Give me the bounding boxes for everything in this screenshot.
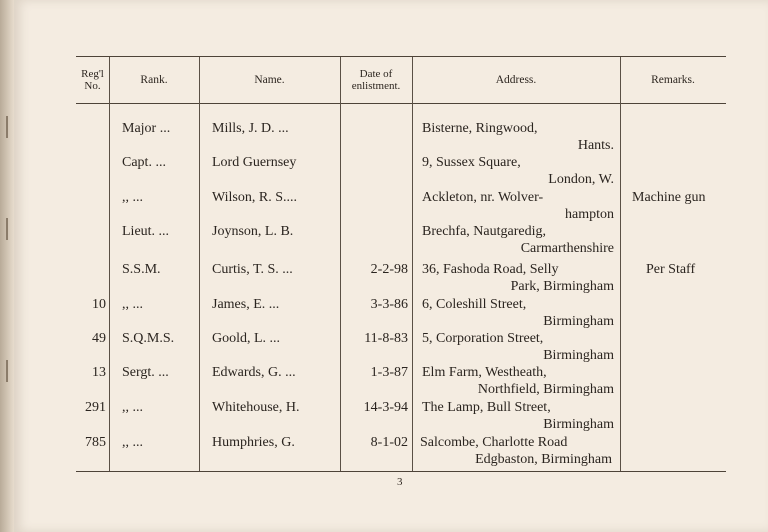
binding-mark (6, 360, 8, 382)
reg-number: 785 (85, 435, 106, 450)
column-divider (109, 57, 110, 471)
rank: Lieut. ... (122, 224, 170, 239)
name: Lord Guernsey (212, 155, 297, 170)
enlistment-date: 14-3-94 (363, 400, 408, 415)
remarks: Machine gun (632, 190, 706, 205)
enlistment-date: 2-2-98 (370, 262, 408, 277)
address: 36, Fashoda Road, Selly Park, Birmingham (422, 262, 614, 294)
rank: Sergt. ... (122, 365, 169, 380)
address-header: Address. (495, 73, 537, 86)
rank: ,, ... (122, 297, 143, 312)
reg-number: 291 (85, 400, 106, 415)
address: Salcombe, Charlotte Road Edgbaston, Birmingham (420, 435, 612, 467)
name-header: Name. (254, 73, 285, 86)
remarks-header: Remarks. (651, 73, 695, 86)
address: 5, Corporation Street, Birmingham (422, 331, 614, 363)
header-rule (76, 103, 726, 104)
roster-table (76, 56, 726, 472)
rank: ,, ... (122, 400, 143, 415)
rank: S.S.M. (122, 262, 161, 277)
reg-number: 49 (92, 331, 106, 346)
name: Humphries, G. (212, 435, 295, 450)
binding-mark (6, 116, 8, 138)
address: Elm Farm, Westheath, Northfield, Birmingham (422, 365, 614, 397)
name: Joynson, L. B. (212, 224, 294, 239)
address: Brechfa, Nautgaredig, Carmarthenshire (422, 224, 614, 256)
page-number: 3 (397, 476, 403, 488)
name: Mills, J. D. ... (212, 121, 289, 136)
reg-number: 10 (92, 297, 106, 312)
binding-mark (6, 218, 8, 240)
address: 6, Coleshill Street, Birmingham (422, 297, 614, 329)
address: Ackleton, nr. Wolver- hampton (422, 190, 614, 222)
rank: Major ... (122, 121, 171, 136)
book-spine (0, 0, 14, 532)
name: Curtis, T. S. ... (212, 262, 293, 277)
rank: Capt. ... (122, 155, 166, 170)
name: Wilson, R. S.... (212, 190, 298, 205)
rank: S.Q.M.S. (122, 331, 175, 346)
enlistment-date: 3-3-86 (370, 297, 408, 312)
reg-header: Reg'l No. (81, 67, 104, 92)
name: Edwards, G. ... (212, 365, 296, 380)
enlistment-date: 1-3-87 (370, 365, 408, 380)
rank: ,, ... (122, 435, 143, 450)
rank: ,, ... (122, 190, 143, 205)
name: Goold, L. ... (212, 331, 281, 346)
name: James, E. ... (212, 297, 280, 312)
book-page (14, 0, 768, 532)
address: Bisterne, Ringwood, Hants. (422, 121, 614, 153)
rank-header: Rank. (140, 73, 168, 86)
column-divider (199, 57, 200, 471)
column-divider (620, 57, 621, 471)
name: Whitehouse, H. (212, 400, 300, 415)
enlistment-date: 8-1-02 (370, 435, 408, 450)
address: The Lamp, Bull Street, Birmingham (422, 400, 614, 432)
address: 9, Sussex Square, London, W. (422, 155, 614, 187)
remarks: Per Staff (646, 262, 696, 277)
reg-number: 13 (92, 365, 106, 380)
date-header: Date of enlistment. (351, 67, 401, 92)
enlistment-date: 11-8-83 (364, 331, 408, 346)
column-divider (412, 57, 413, 471)
